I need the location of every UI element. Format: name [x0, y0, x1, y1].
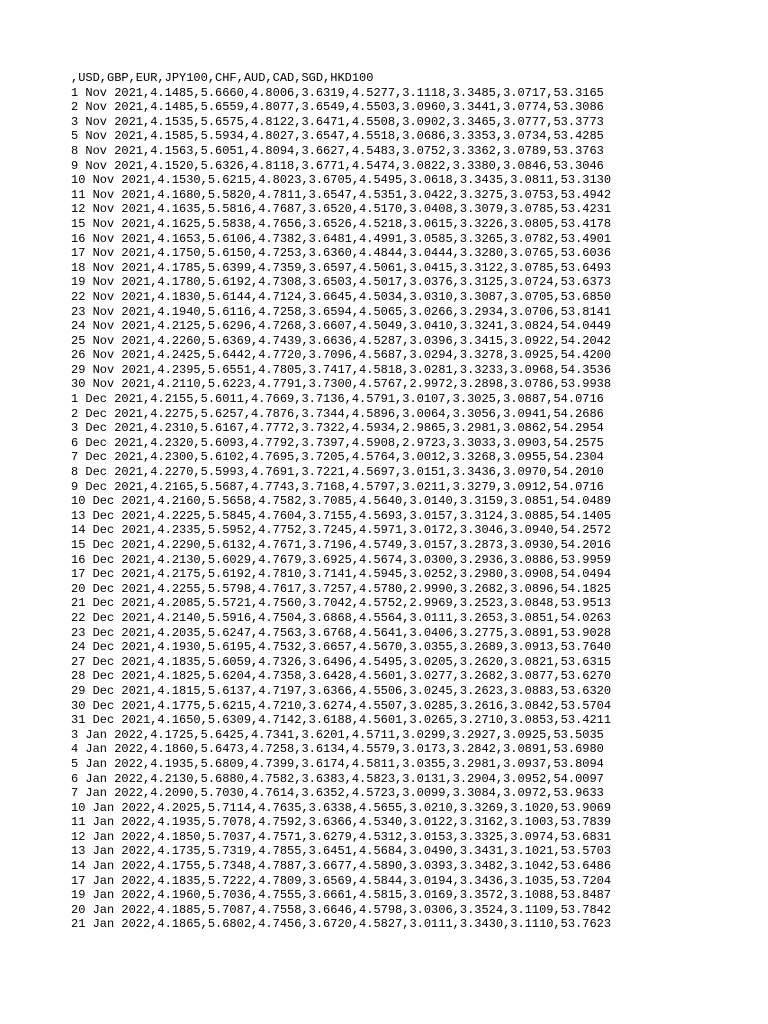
csv-data-row: 23 Nov 2021,4.1940,5.6116,4.7258,3.6594,4.5065,3.0266,3.2934,3.0706,53.8141: [71, 304, 612, 319]
csv-data-row: 2 Dec 2021,4.2275,5.6257,4.7876,3.7344,4.5896,3.0064,3.3056,3.0941,54.2686: [71, 406, 604, 421]
csv-data-row: 17 Jan 2022,4.1835,5.7222,4.7809,3.6569,4.5844,3.0194,3.3436,3.1035,53.7204: [71, 873, 612, 888]
csv-data-row: 17 Nov 2021,4.1750,5.6150,4.7253,3.6360,4.4844,3.0444,3.3280,3.0765,53.6036: [71, 246, 612, 261]
csv-data-row: 28 Dec 2021,4.1825,5.6204,4.7358,3.6428,4.5601,3.0277,3.2682,3.0877,53.6270: [71, 669, 612, 684]
csv-data-row: 3 Nov 2021,4.1535,5.6575,4.8122,3.6471,4.5508,3.0902,3.3465,3.0777,53.3773: [71, 114, 604, 129]
csv-data-row: 22 Dec 2021,4.2140,5.5916,4.7504,3.6868,4.5564,3.0111,3.2653,3.0851,54.0263: [71, 610, 612, 625]
csv-data-row: 29 Dec 2021,4.1815,5.6137,4.7197,3.6366,4.5506,3.0245,3.2623,3.0883,53.6320: [71, 683, 612, 698]
csv-data-row: 16 Dec 2021,4.2130,5.6029,4.7679,3.6925,4.5674,3.0300,3.2936,3.0886,53.9959: [71, 552, 612, 567]
csv-data-row: 23 Dec 2021,4.2035,5.6247,4.7563,3.6768,4.5641,3.0406,3.2775,3.0891,53.9028: [71, 625, 612, 640]
csv-data-row: 21 Dec 2021,4.2085,5.5721,4.7560,3.7042,4.5752,2.9969,3.2523,3.0848,53.9513: [71, 596, 612, 611]
csv-data-row: 9 Nov 2021,4.1520,5.6326,4.8118,3.6771,4.5474,3.0822,3.3380,3.0846,53.3046: [71, 158, 604, 173]
csv-data-row: 25 Nov 2021,4.2260,5.6369,4.7439,3.6636,4.5287,3.0396,3.3415,3.0922,54.2042: [71, 333, 612, 348]
csv-data-row: 10 Nov 2021,4.1530,5.6215,4.8023,3.6705,4.5495,3.0618,3.3435,3.0811,53.3130: [71, 173, 612, 188]
csv-data-row: 7 Dec 2021,4.2300,5.6102,4.7695,3.7205,4.5764,3.0012,3.3268,3.0955,54.2304: [71, 450, 604, 465]
csv-header-row: ,USD,GBP,EUR,JPY100,CHF,AUD,CAD,SGD,HKD100: [71, 71, 374, 85]
csv-data-row: 9 Dec 2021,4.2165,5.5687,4.7743,3.7168,4.5797,3.0211,3.3279,3.0912,54.0716: [71, 479, 604, 494]
csv-data-row: 3 Jan 2022,4.1725,5.6425,4.7341,3.6201,4.5711,3.0299,3.2927,3.0925,53.5035: [71, 727, 604, 742]
csv-data-row: 22 Nov 2021,4.1830,5.6144,4.7124,3.6645,4.5034,3.0310,3.3087,3.0705,53.6850: [71, 289, 612, 304]
csv-data-row: 10 Dec 2021,4.2160,5.5658,4.7582,3.7085,4.5640,3.0140,3.3159,3.0851,54.0489: [71, 494, 612, 509]
csv-data-row: 7 Jan 2022,4.2090,5.7030,4.7614,3.6352,4.5723,3.0099,3.3084,3.0972,53.9633: [71, 786, 604, 801]
csv-data-row: 26 Nov 2021,4.2425,5.6442,4.7720,3.7096,4.5687,3.0294,3.3278,3.0925,54.4200: [71, 348, 612, 363]
csv-data-rows: [71, 86, 611, 932]
csv-data-row: 6 Jan 2022,4.2130,5.6880,4.7582,3.6383,4.5823,3.0131,3.2904,3.0952,54.0097: [71, 771, 604, 786]
csv-data-row: 10 Jan 2022,4.2025,5.7114,4.7635,3.6338,4.5655,3.0210,3.3269,3.1020,53.9069: [71, 800, 612, 815]
csv-data-row: 8 Dec 2021,4.2270,5.5993,4.7691,3.7221,4.5697,3.0151,3.3436,3.0970,54.2010: [71, 465, 604, 480]
csv-data-row: 18 Nov 2021,4.1785,5.6399,4.7359,3.6597,4.5061,3.0415,3.3122,3.0785,53.6493: [71, 260, 612, 275]
csv-data-row: 15 Nov 2021,4.1625,5.5838,4.7656,3.6526,4.5218,3.0615,3.3226,3.0805,53.4178: [71, 216, 612, 231]
csv-data-row: 16 Nov 2021,4.1653,5.6106,4.7382,3.6481,4.4991,3.0585,3.3265,3.0782,53.4901: [71, 231, 612, 246]
csv-data-row: 6 Dec 2021,4.2320,5.6093,4.7792,3.7397,4.5908,2.9723,3.3033,3.0903,54.2575: [71, 435, 604, 450]
csv-data-row: 5 Nov 2021,4.1585,5.5934,4.8027,3.6547,4.5518,3.0686,3.3353,3.0734,53.4285: [71, 129, 604, 144]
csv-data-row: 27 Dec 2021,4.1835,5.6059,4.7326,3.6496,4.5495,3.0205,3.2620,3.0821,53.6315: [71, 654, 612, 669]
csv-data-row: 30 Nov 2021,4.2110,5.6223,4.7791,3.7300,4.5767,2.9972,3.2898,3.0786,53.9938: [71, 377, 612, 392]
csv-data-row: 2 Nov 2021,4.1485,5.6559,4.8077,3.6549,4.5503,3.0960,3.3441,3.0774,53.3086: [71, 100, 604, 115]
csv-data-row: 11 Jan 2022,4.1935,5.7078,4.7592,3.6366,4.5340,3.0122,3.3162,3.1003,53.7839: [71, 815, 612, 830]
csv-data-row: 29 Nov 2021,4.2395,5.6551,4.7805,3.7417,4.5818,3.0281,3.3233,3.0968,54.3536: [71, 362, 612, 377]
csv-data-row: 5 Jan 2022,4.1935,5.6809,4.7399,3.6174,4.5811,3.0355,3.2981,3.0937,53.8094: [71, 756, 604, 771]
csv-data-row: 1 Nov 2021,4.1485,5.6660,4.8006,3.6319,4.5277,3.1118,3.3485,3.0717,53.3165: [71, 85, 604, 100]
csv-data-row: 4 Jan 2022,4.1860,5.6473,4.7258,3.6134,4.5579,3.0173,3.2842,3.0891,53.6980: [71, 742, 604, 757]
csv-data-row: 24 Nov 2021,4.2125,5.6296,4.7268,3.6607,4.5049,3.0410,3.3241,3.0824,54.0449: [71, 319, 612, 334]
csv-data-row: 15 Dec 2021,4.2290,5.6132,4.7671,3.7196,4.5749,3.0157,3.2873,3.0930,54.2016: [71, 538, 612, 552]
csv-data-row: 14 Jan 2022,4.1755,5.7348,4.7887,3.6677,4.5890,3.0393,3.3482,3.1042,53.6486: [71, 859, 612, 874]
csv-data-row: 12 Jan 2022,4.1850,5.7037,4.7571,3.6279,4.5312,3.0153,3.3325,3.0974,53.6831: [71, 829, 612, 844]
csv-data-row: 13 Dec 2021,4.2225,5.5845,4.7604,3.7155,4.5693,3.0157,3.3124,3.0885,54.1405: [71, 508, 612, 523]
csv-text-document: [71, 71, 611, 932]
csv-data-row: 30 Dec 2021,4.1775,5.6215,4.7210,3.6274,4.5507,3.0285,3.2616,3.0842,53.5704: [71, 698, 612, 713]
csv-data-row: 20 Dec 2021,4.2255,5.5798,4.7617,3.7257,4.5780,2.9990,3.2682,3.0896,54.1825: [71, 581, 612, 596]
csv-data-row: 3 Dec 2021,4.2310,5.6167,4.7772,3.7322,4.5934,2.9865,3.2981,3.0862,54.2954: [71, 421, 604, 436]
csv-data-row: 8 Nov 2021,4.1563,5.6051,4.8094,3.6627,4.5483,3.0752,3.3362,3.0789,53.3763: [71, 143, 604, 158]
csv-data-row: 17 Dec 2021,4.2175,5.6192,4.7810,3.7141,4.5945,3.0252,3.2980,3.0908,54.0494: [71, 567, 612, 582]
csv-data-row: 20 Jan 2022,4.1885,5.7087,4.7558,3.6646,4.5798,3.0306,3.3524,3.1109,53.7842: [71, 902, 612, 917]
csv-data-row: 11 Nov 2021,4.1680,5.5820,4.7811,3.6547,4.5351,3.0422,3.3275,3.0753,53.4942: [71, 187, 612, 202]
csv-data-row: 19 Nov 2021,4.1780,5.6192,4.7308,3.6503,4.5017,3.0376,3.3125,3.0724,53.6373: [71, 275, 612, 290]
csv-data-row: 19 Jan 2022,4.1960,5.7036,4.7555,3.6661,4.5815,3.0169,3.3572,3.1088,53.8487: [71, 888, 612, 903]
csv-data-row: 31 Dec 2021,4.1650,5.6309,4.7142,3.6188,4.5601,3.0265,3.2710,3.0853,53.4211: [71, 713, 612, 728]
csv-data-row: 21 Jan 2022,4.1865,5.6802,4.7456,3.6720,4.5827,3.0111,3.3430,3.1110,53.7623: [71, 917, 612, 932]
csv-data-row: 12 Nov 2021,4.1635,5.5816,4.7687,3.6520,4.5170,3.0408,3.3079,3.0785,53.4231: [71, 202, 612, 217]
csv-data-row: 13 Jan 2022,4.1735,5.7319,4.7855,3.6451,4.5684,3.0490,3.3431,3.1021,53.5703: [71, 844, 612, 859]
csv-data-row: 24 Dec 2021,4.1930,5.6195,4.7532,3.6657,4.5670,3.0355,3.2689,3.0913,53.7640: [71, 640, 612, 655]
csv-data-row: 14 Dec 2021,4.2335,5.5952,4.7752,3.7245,4.5971,3.0172,3.3046,3.0940,54.2572: [71, 523, 612, 538]
csv-data-row: 1 Dec 2021,4.2155,5.6011,4.7669,3.7136,4.5791,3.0107,3.3025,3.0887,54.0716: [71, 392, 604, 407]
